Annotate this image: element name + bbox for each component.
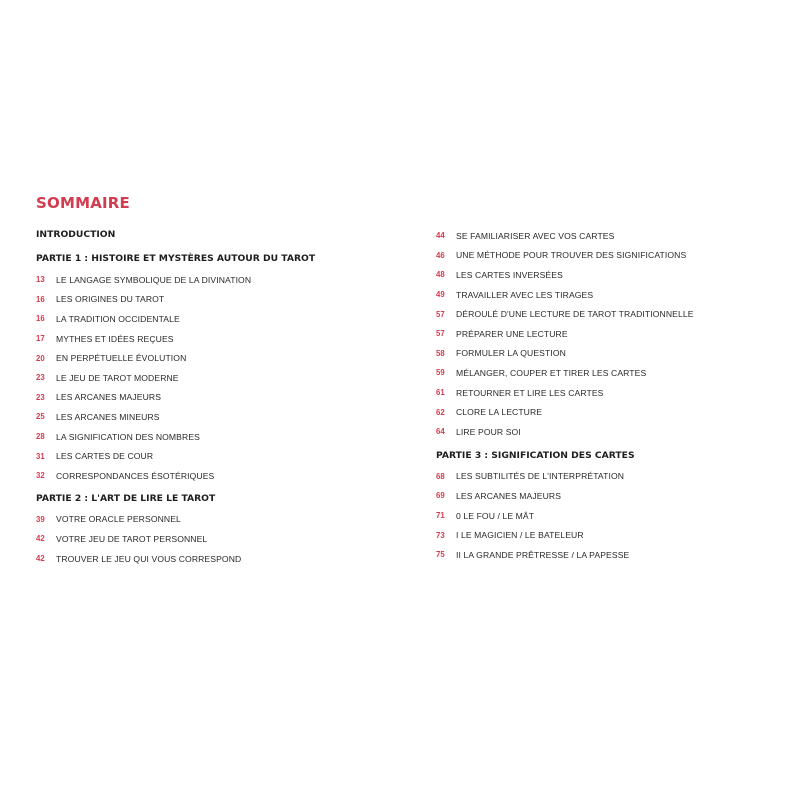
toc-entry-label: CORRESPONDANCES ÉSOTÉRIQUES (56, 470, 215, 481)
toc-entry-label: LES ARCANES MINEURS (56, 411, 160, 422)
toc-entry-page-number: 25 (36, 412, 45, 422)
toc-entry-label: TROUVER LE JEU QUI VOUS CORRESPOND (56, 553, 242, 564)
toc-entry[interactable] (36, 549, 356, 569)
toc-entry-page-number: 44 (436, 231, 445, 241)
toc-entry-page-number: 62 (436, 407, 445, 417)
toc-entry-page-number: 59 (436, 368, 445, 378)
toc-list-part2 (36, 510, 356, 569)
toc-entry-label: LES CARTES DE COUR (56, 451, 154, 462)
toc-right-column (436, 226, 756, 565)
section-heading-introduction[interactable]: INTRODUCTION (36, 229, 116, 240)
toc-entry-page-number: 61 (436, 388, 445, 398)
toc-entry-label: LES ARCANES MAJEURS (56, 392, 162, 403)
toc-entry-label: LE LANGAGE SYMBOLIQUE DE LA DIVINATION (56, 274, 252, 285)
toc-entry[interactable] (36, 348, 356, 368)
toc-entry[interactable] (436, 422, 756, 442)
toc-entry[interactable] (436, 486, 756, 506)
toc-entry-page-number: 16 (36, 294, 45, 304)
toc-entry-page-number: 46 (436, 250, 445, 260)
toc-entry[interactable] (436, 506, 756, 526)
toc-entry-label: MÉLANGER, COUPER ET TIRER LES CARTES (456, 367, 647, 378)
toc-entry-label: LIRE POUR SOI (456, 426, 521, 437)
toc-entry-label: CLORE LA LECTURE (456, 407, 543, 418)
toc-entry[interactable] (436, 402, 756, 422)
toc-entry[interactable] (36, 466, 356, 486)
toc-entry-page-number: 20 (36, 353, 45, 363)
toc-entry-label: I LE MAGICIEN / LE BATELEUR (456, 530, 584, 541)
toc-entry-label: DÉROULÉ D'UNE LECTURE DE TAROT TRADITIONNELLE (456, 309, 694, 320)
toc-entry-label: MYTHES ET IDÉES REÇUES (56, 333, 174, 344)
toc-entry-page-number: 57 (436, 329, 445, 339)
toc-entry-label: LA SIGNIFICATION DES NOMBRES (56, 431, 200, 442)
toc-entry-label: LA TRADITION OCCIDENTALE (56, 313, 180, 324)
toc-entry-label: TRAVAILLER AVEC LES TIRAGES (456, 289, 594, 300)
toc-entry-label: LE JEU DE TAROT MODERNE (56, 372, 179, 383)
toc-entry-page-number: 42 (36, 534, 45, 544)
toc-entry-label: II LA GRANDE PRÊTRESSE / LA PAPESSE (456, 549, 630, 560)
toc-entry-label: FORMULER LA QUESTION (456, 348, 566, 359)
toc-entry-page-number: 71 (436, 511, 445, 521)
toc-list-part3 (436, 467, 756, 565)
toc-entry[interactable] (36, 270, 356, 290)
page-title: SOMMAIRE (36, 194, 130, 212)
section-heading-part2[interactable]: PARTIE 2 : L'ART DE LIRE LE TAROT (36, 492, 216, 504)
toc-entry-page-number: 16 (36, 314, 45, 324)
toc-entry-label: PRÉPARER UNE LECTURE (456, 328, 568, 339)
toc-entry[interactable] (436, 304, 756, 324)
toc-entry-page-number: 17 (36, 334, 45, 344)
toc-entry-page-number: 31 (36, 451, 45, 461)
toc-entry-page-number: 64 (436, 427, 445, 437)
toc-entry[interactable] (436, 285, 756, 305)
toc-entry-page-number: 13 (36, 275, 45, 285)
toc-left-column (36, 228, 356, 568)
toc-entry[interactable] (36, 368, 356, 388)
toc-entry-label: VOTRE ORACLE PERSONNEL (56, 514, 181, 525)
toc-entry[interactable] (436, 324, 756, 344)
toc-entry[interactable] (36, 427, 356, 447)
toc-entry-page-number: 68 (436, 471, 445, 481)
toc-entry-page-number: 48 (436, 270, 445, 280)
toc-entry-page-number: 75 (436, 550, 445, 560)
toc-entry-page-number: 73 (436, 530, 445, 540)
toc-list-part2-continued (436, 226, 756, 442)
toc-entry-label: UNE MÉTHODE POUR TROUVER DES SIGNIFICATIONS (456, 250, 687, 261)
section-heading-part1[interactable]: PARTIE 1 : HISTOIRE ET MYSTÈRES AUTOUR DU TAROT (36, 253, 316, 264)
toc-entry[interactable] (436, 363, 756, 383)
toc-entry-page-number: 23 (36, 373, 45, 383)
toc-entry-page-number: 39 (36, 514, 45, 524)
toc-entry[interactable] (36, 446, 356, 466)
section-heading-part3[interactable]: PARTIE 3 : SIGNIFICATION DES CARTES (436, 449, 635, 461)
toc-entry[interactable] (36, 407, 356, 427)
toc-entry[interactable] (436, 344, 756, 364)
toc-entry-page-number: 49 (436, 290, 445, 300)
toc-entry-page-number: 42 (36, 554, 45, 564)
toc-entry-page-number: 58 (436, 348, 445, 358)
toc-entry-label: LES ARCANES MAJEURS (456, 490, 562, 501)
toc-entry-page-number: 23 (36, 392, 45, 402)
toc-entry-label: LES SUBTILITÉS DE L'INTERPRÉTATION (456, 471, 625, 482)
toc-entry[interactable] (36, 510, 356, 530)
toc-entry[interactable] (436, 226, 756, 246)
toc-entry[interactable] (436, 545, 756, 565)
toc-entry[interactable] (36, 388, 356, 408)
toc-entry[interactable] (436, 246, 756, 266)
toc-entry[interactable] (436, 383, 756, 403)
toc-entry[interactable] (436, 525, 756, 545)
toc-entry[interactable] (36, 309, 356, 329)
toc-entry[interactable] (36, 529, 356, 549)
toc-entry-label: LES ORIGINES DU TAROT (56, 294, 165, 305)
toc-entry-page-number: 32 (36, 471, 45, 481)
toc-entry[interactable] (436, 467, 756, 487)
toc-entry-label: 0 LE FOU / LE MÂT (456, 510, 535, 521)
toc-entry-page-number: 57 (436, 309, 445, 319)
toc-entry[interactable] (36, 329, 356, 349)
toc-list-part1 (36, 270, 356, 486)
toc-entry-page-number: 28 (36, 432, 45, 442)
toc-entry-label: EN PERPÉTUELLE ÉVOLUTION (56, 353, 187, 364)
toc-entry-label: RETOURNER ET LIRE LES CARTES (456, 387, 604, 398)
toc-entry-label: LES CARTES INVERSÉES (456, 269, 563, 280)
toc-entry-label: VOTRE JEU DE TAROT PERSONNEL (56, 533, 208, 544)
toc-entry[interactable] (436, 265, 756, 285)
toc-entry[interactable] (36, 290, 356, 310)
toc-entry-page-number: 69 (436, 491, 445, 501)
toc-entry-label: SE FAMILIARISER AVEC VOS CARTES (456, 230, 615, 241)
